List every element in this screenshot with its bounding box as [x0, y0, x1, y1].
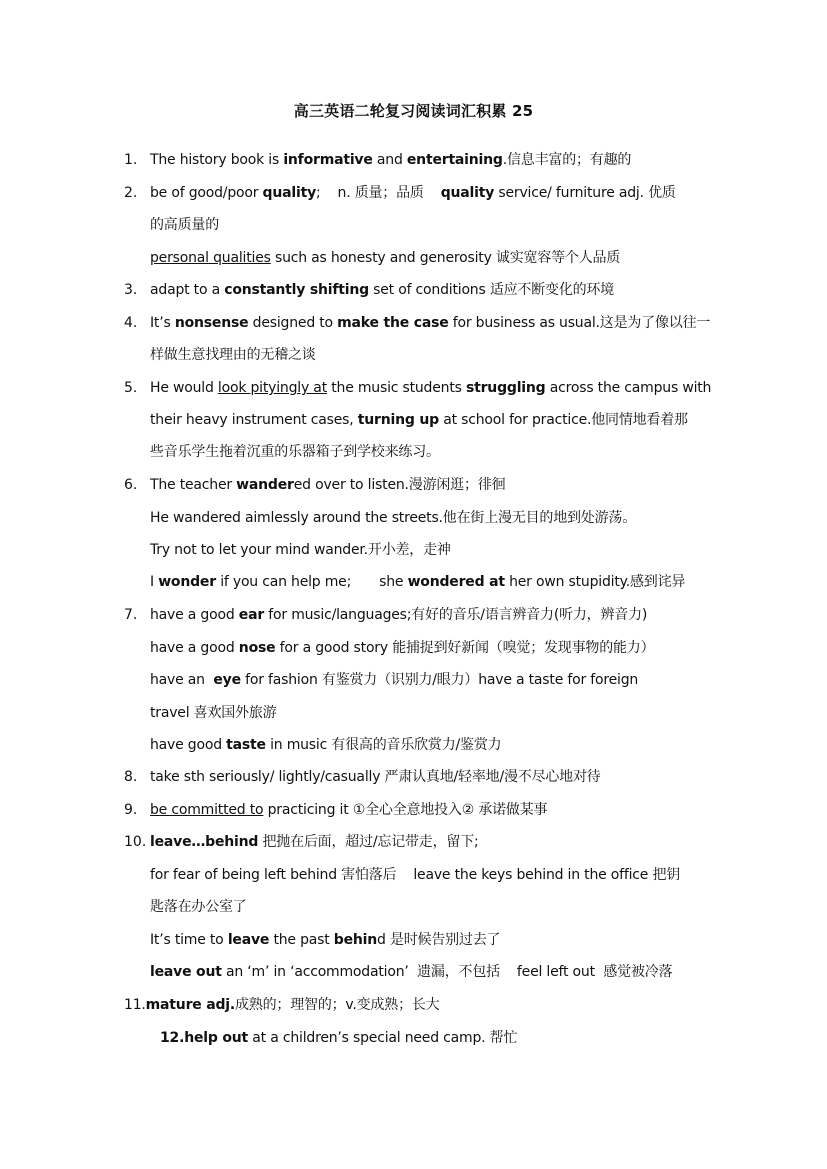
item-8-line-1: take sth seriously/ lightly/casually 严肃认真地/轻率地/漫不尽心地对待 — [150, 769, 601, 785]
item-number: 7. — [124, 607, 138, 623]
item-7-line-2: have a good nose for a good story 能捕捉到好新闻（嗅觉；发现事物的能力） — [150, 640, 655, 656]
item-10-line-1: leave…behind 把抛在后面，超过/忘记带走，留下; — [150, 834, 479, 850]
item-number: 6. — [124, 477, 138, 493]
item-3-line-1: adapt to a constantly shifting set of conditions 适应不断变化的环境 — [150, 282, 615, 298]
item-5-line-1: He would look pityingly at the music students struggling across the campus with — [150, 380, 712, 396]
item-10-line-5: leave out an ‘m’ in ‘accommodation’ 遗漏，不包括 feel left out 感觉被冷落 — [150, 964, 673, 980]
item-6-line-3: Try not to let your mind wander.开小差，走神 — [150, 542, 451, 558]
item-7-line-3: have an eye for fashion 有鉴赏力（识别力/眼力）have a taste for foreign — [150, 672, 639, 688]
item-2-line-3: personal qualities such as honesty and generosity 诚实宽容等个人品质 — [150, 250, 621, 266]
page-title: 高三英语二轮复习阅读词汇积累 25 — [293, 102, 534, 120]
item-5-line-3: 些音乐学生拖着沉重的乐器箱子到学校来练习。 — [150, 444, 440, 460]
item-10-line-3: 匙落在办公室了 — [150, 899, 247, 915]
item-6-line-2: He wandered aimlessly around the streets.他在街上漫无目的地到处游荡。 — [150, 510, 637, 526]
item-10-line-4: It’s time to leave the past behind 是时候告别过去了 — [150, 932, 501, 948]
item-1-line-1: The history book is informative and entertaining.信息丰富的；有趣的 — [150, 152, 632, 168]
item-number: 8. — [124, 769, 138, 785]
item-2-line-2: 的高质量的 — [150, 217, 219, 233]
item-number: 4. — [124, 315, 138, 331]
item-2-line-1: be of good/poor quality; n. 质量；品质 quality service/ furniture adj. 优质 — [150, 185, 676, 201]
item-10-line-2: for fear of being left behind 害怕落后 leave the keys behind in the office 把钥 — [150, 867, 681, 883]
item-number: 9. — [124, 802, 138, 818]
item-number: 1. — [124, 152, 138, 168]
item-number: 5. — [124, 380, 138, 396]
item-6-line-4: I wonder if you can help me; she wondered at her own stupidity.感到诧异 — [150, 574, 686, 590]
item-11-line-1: 11.mature adj.成熟的；理智的；v.变成熟；长大 — [124, 997, 440, 1013]
item-6-line-1: The teacher wandered over to listen.漫游闲逛；徘徊 — [150, 477, 506, 493]
item-4-line-2: 样做生意找理由的无稽之谈 — [150, 347, 316, 363]
item-number: 10. — [124, 834, 147, 850]
item-12-line-1: 12.help out at a children’s special need camp. 帮忙 — [160, 1030, 518, 1046]
item-7-line-4: travel 喜欢国外旅游 — [150, 705, 277, 721]
item-number: 2. — [124, 185, 138, 201]
item-9-line-1: be committed to practicing it ①全心全意地投入② 承诺做某事 — [150, 802, 548, 818]
item-7-line-1: have a good ear for music/languages;有好的音乐/语言辨音力(听力，辨音力) — [150, 607, 648, 623]
item-number: 3. — [124, 282, 138, 298]
item-4-line-1: It’s nonsense designed to make the case for business as usual.这是为了像以往一 — [150, 315, 711, 331]
item-7-line-5: have good taste in music 有很高的音乐欣赏力/鉴赏力 — [150, 737, 502, 753]
item-5-line-2: their heavy instrument cases, turning up at school for practice.他同情地看着那 — [150, 412, 688, 428]
